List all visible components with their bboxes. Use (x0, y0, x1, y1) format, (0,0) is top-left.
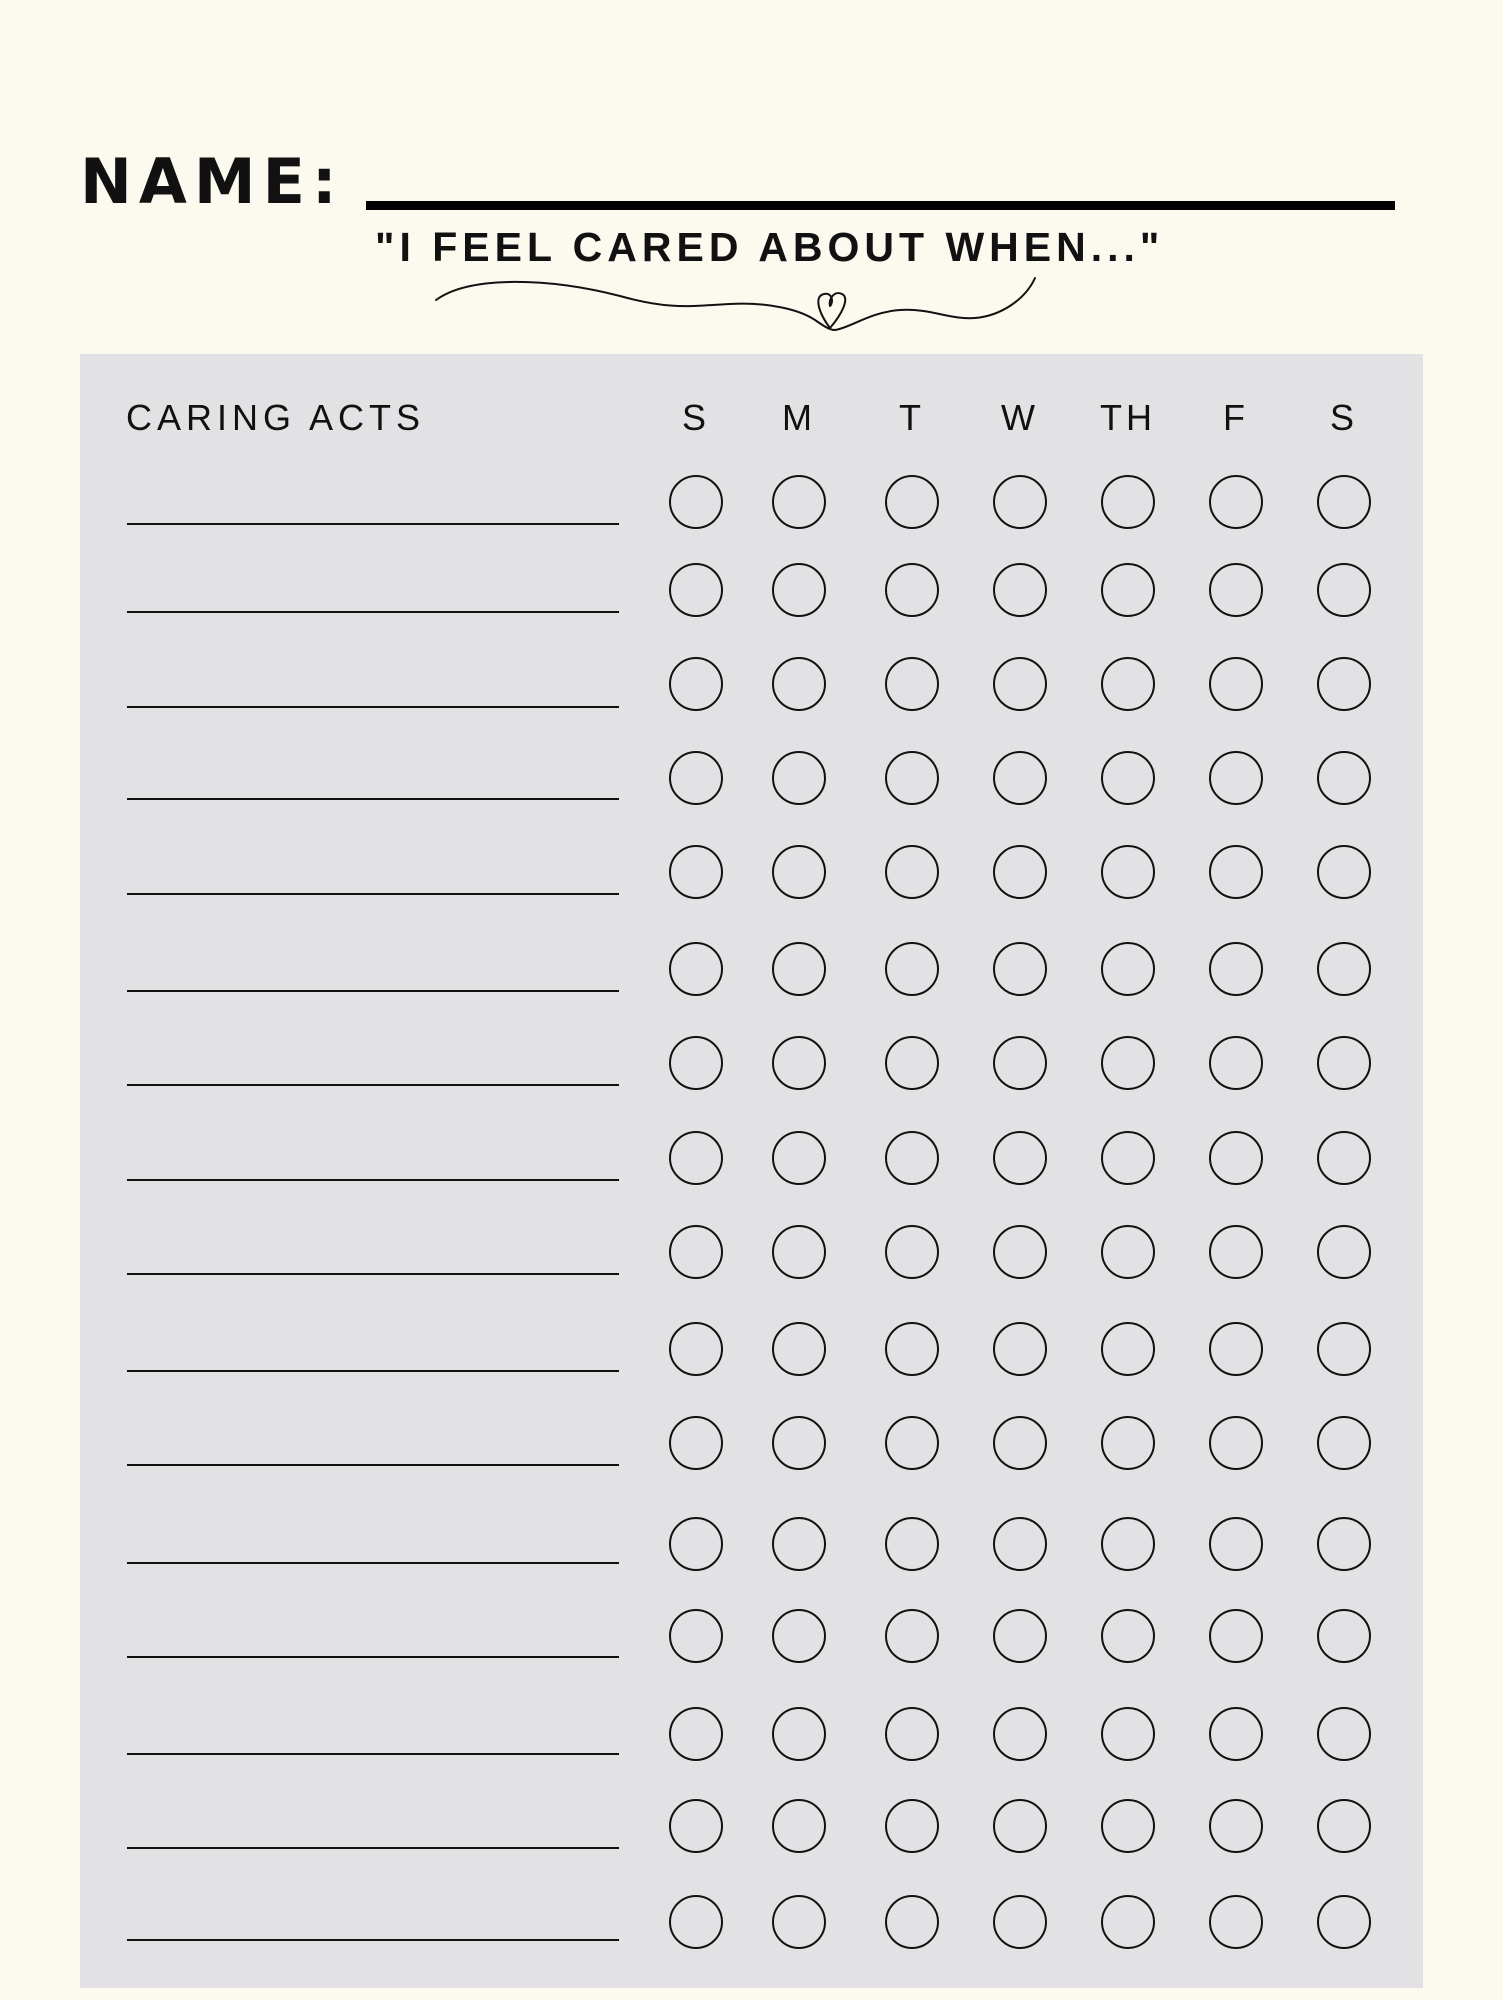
day-header-7: S (1329, 397, 1358, 438)
day-checkbox-r5-c2[interactable] (772, 845, 826, 899)
day-checkbox-r8-c2[interactable] (772, 1131, 826, 1185)
day-checkbox-r7-c4[interactable] (993, 1036, 1047, 1090)
day-checkbox-r9-c6[interactable] (1209, 1225, 1263, 1279)
day-checkbox-r1-c1[interactable] (669, 475, 723, 529)
day-header-5: TH (1100, 397, 1156, 438)
day-checkbox-r5-c3[interactable] (885, 845, 939, 899)
day-checkbox-r2-c2[interactable] (772, 563, 826, 617)
caring-act-line-9[interactable] (127, 1273, 619, 1275)
day-checkbox-r7-c1[interactable] (669, 1036, 723, 1090)
day-checkbox-r8-c4[interactable] (993, 1131, 1047, 1185)
day-checkbox-r10-c1[interactable] (669, 1322, 723, 1376)
day-checkbox-r12-c6[interactable] (1209, 1517, 1263, 1571)
day-checkbox-r1-c3[interactable] (885, 475, 939, 529)
caring-act-line-1[interactable] (127, 523, 619, 525)
day-checkbox-r2-c1[interactable] (669, 563, 723, 617)
day-checkbox-r11-c2[interactable] (772, 1416, 826, 1470)
day-checkbox-r13-c2[interactable] (772, 1609, 826, 1663)
name-label: NAME: (80, 145, 344, 218)
day-checkbox-r10-c6[interactable] (1209, 1322, 1263, 1376)
day-checkbox-r12-c1[interactable] (669, 1517, 723, 1571)
day-checkbox-r7-c6[interactable] (1209, 1036, 1263, 1090)
day-checkbox-r6-c6[interactable] (1209, 942, 1263, 996)
day-checkbox-r1-c2[interactable] (772, 475, 826, 529)
day-checkbox-r2-c6[interactable] (1209, 563, 1263, 617)
day-checkbox-r14-c2[interactable] (772, 1707, 826, 1761)
caring-act-line-4[interactable] (127, 798, 619, 800)
day-checkbox-r2-c7[interactable] (1317, 563, 1371, 617)
day-checkbox-r9-c7[interactable] (1317, 1225, 1371, 1279)
day-checkbox-r3-c4[interactable] (993, 657, 1047, 711)
day-checkbox-r11-c1[interactable] (669, 1416, 723, 1470)
day-checkbox-r8-c1[interactable] (669, 1131, 723, 1185)
day-checkbox-r3-c5[interactable] (1101, 657, 1155, 711)
day-header-2: M (782, 397, 816, 438)
day-checkbox-r5-c4[interactable] (993, 845, 1047, 899)
day-checkbox-r16-c7[interactable] (1317, 1895, 1371, 1949)
day-checkbox-r14-c7[interactable] (1317, 1707, 1371, 1761)
caring-act-line-12[interactable] (127, 1562, 619, 1564)
day-checkbox-r13-c6[interactable] (1209, 1609, 1263, 1663)
caring-act-line-8[interactable] (127, 1179, 619, 1181)
caring-act-line-10[interactable] (127, 1370, 619, 1372)
day-checkbox-r4-c1[interactable] (669, 751, 723, 805)
day-checkbox-r5-c7[interactable] (1317, 845, 1371, 899)
day-checkbox-r3-c3[interactable] (885, 657, 939, 711)
day-checkbox-r16-c6[interactable] (1209, 1895, 1263, 1949)
day-checkbox-r14-c1[interactable] (669, 1707, 723, 1761)
day-checkbox-r14-c6[interactable] (1209, 1707, 1263, 1761)
day-checkbox-r16-c3[interactable] (885, 1895, 939, 1949)
day-checkbox-r11-c7[interactable] (1317, 1416, 1371, 1470)
day-header-3: T (899, 397, 925, 438)
day-header-4: W (1001, 397, 1039, 438)
day-checkbox-r12-c3[interactable] (885, 1517, 939, 1571)
day-checkbox-r2-c3[interactable] (885, 563, 939, 617)
day-checkbox-r11-c3[interactable] (885, 1416, 939, 1470)
subtitle: "I FEEL CARED ABOUT WHEN..." (375, 224, 1165, 270)
day-checkbox-r1-c5[interactable] (1101, 475, 1155, 529)
day-checkbox-r12-c2[interactable] (772, 1517, 826, 1571)
day-checkbox-r10-c7[interactable] (1317, 1322, 1371, 1376)
caring-act-line-3[interactable] (127, 706, 619, 708)
day-checkbox-r3-c2[interactable] (772, 657, 826, 711)
day-checkbox-r14-c3[interactable] (885, 1707, 939, 1761)
day-checkbox-r10-c4[interactable] (993, 1322, 1047, 1376)
day-header-1: S (681, 397, 710, 438)
day-checkbox-r5-c5[interactable] (1101, 845, 1155, 899)
day-checkbox-r3-c1[interactable] (669, 657, 723, 711)
day-checkbox-r8-c7[interactable] (1317, 1131, 1371, 1185)
day-checkbox-r9-c3[interactable] (885, 1225, 939, 1279)
day-checkbox-r12-c7[interactable] (1317, 1517, 1371, 1571)
day-checkbox-r2-c5[interactable] (1101, 563, 1155, 617)
day-checkbox-r3-c7[interactable] (1317, 657, 1371, 711)
day-checkbox-r7-c7[interactable] (1317, 1036, 1371, 1090)
day-checkbox-r15-c6[interactable] (1209, 1799, 1263, 1853)
day-checkbox-r11-c6[interactable] (1209, 1416, 1263, 1470)
day-checkbox-r16-c5[interactable] (1101, 1895, 1155, 1949)
day-checkbox-r4-c2[interactable] (772, 751, 826, 805)
day-checkbox-r7-c5[interactable] (1101, 1036, 1155, 1090)
day-checkbox-r13-c3[interactable] (885, 1609, 939, 1663)
day-checkbox-r11-c5[interactable] (1101, 1416, 1155, 1470)
day-checkbox-r4-c4[interactable] (993, 751, 1047, 805)
day-checkbox-r1-c4[interactable] (993, 475, 1047, 529)
day-checkbox-r6-c1[interactable] (669, 942, 723, 996)
day-header-6: F (1223, 397, 1249, 438)
day-checkbox-r6-c3[interactable] (885, 942, 939, 996)
caring-act-line-7[interactable] (127, 1084, 619, 1086)
day-checkbox-r16-c1[interactable] (669, 1895, 723, 1949)
day-checkbox-r8-c6[interactable] (1209, 1131, 1263, 1185)
day-checkbox-r7-c3[interactable] (885, 1036, 939, 1090)
day-checkbox-r15-c7[interactable] (1317, 1799, 1371, 1853)
day-checkbox-r4-c7[interactable] (1317, 751, 1371, 805)
day-checkbox-r15-c5[interactable] (1101, 1799, 1155, 1853)
day-checkbox-r13-c7[interactable] (1317, 1609, 1371, 1663)
day-checkbox-r12-c4[interactable] (993, 1517, 1047, 1571)
name-write-line[interactable] (366, 201, 1395, 210)
caring-act-line-13[interactable] (127, 1656, 619, 1658)
day-checkbox-r14-c5[interactable] (1101, 1707, 1155, 1761)
day-checkbox-r8-c5[interactable] (1101, 1131, 1155, 1185)
day-checkbox-r3-c6[interactable] (1209, 657, 1263, 711)
day-checkbox-r11-c4[interactable] (993, 1416, 1047, 1470)
day-checkbox-r13-c4[interactable] (993, 1609, 1047, 1663)
day-checkbox-r2-c4[interactable] (993, 563, 1047, 617)
day-checkbox-r14-c4[interactable] (993, 1707, 1047, 1761)
day-checkbox-r6-c7[interactable] (1317, 942, 1371, 996)
day-checkbox-r15-c3[interactable] (885, 1799, 939, 1853)
day-checkbox-r6-c4[interactable] (993, 942, 1047, 996)
caring-act-line-16[interactable] (127, 1939, 619, 1941)
day-checkbox-r6-c2[interactable] (772, 942, 826, 996)
day-checkbox-r4-c5[interactable] (1101, 751, 1155, 805)
day-checkbox-r4-c6[interactable] (1209, 751, 1263, 805)
caring-act-line-5[interactable] (127, 893, 619, 895)
caring-acts-header: CARING ACTS (126, 397, 426, 438)
day-checkbox-r10-c5[interactable] (1101, 1322, 1155, 1376)
day-checkbox-r16-c2[interactable] (772, 1895, 826, 1949)
day-checkbox-r9-c5[interactable] (1101, 1225, 1155, 1279)
caring-act-line-15[interactable] (127, 1847, 619, 1849)
day-checkbox-r5-c6[interactable] (1209, 845, 1263, 899)
day-checkbox-r4-c3[interactable] (885, 751, 939, 805)
day-checkbox-r16-c4[interactable] (993, 1895, 1047, 1949)
caring-act-line-2[interactable] (127, 611, 619, 613)
day-checkbox-r9-c1[interactable] (669, 1225, 723, 1279)
day-checkbox-r6-c5[interactable] (1101, 942, 1155, 996)
day-checkbox-r10-c2[interactable] (772, 1322, 826, 1376)
caring-act-line-11[interactable] (127, 1464, 619, 1466)
day-checkbox-r13-c5[interactable] (1101, 1609, 1155, 1663)
day-checkbox-r7-c2[interactable] (772, 1036, 826, 1090)
day-checkbox-r15-c1[interactable] (669, 1799, 723, 1853)
caring-act-line-6[interactable] (127, 990, 619, 992)
caring-act-line-14[interactable] (127, 1753, 619, 1755)
day-checkbox-r9-c2[interactable] (772, 1225, 826, 1279)
day-checkbox-r1-c6[interactable] (1209, 475, 1263, 529)
day-checkbox-r5-c1[interactable] (669, 845, 723, 899)
day-checkbox-r15-c4[interactable] (993, 1799, 1047, 1853)
day-checkbox-r9-c4[interactable] (993, 1225, 1047, 1279)
day-checkbox-r15-c2[interactable] (772, 1799, 826, 1853)
day-checkbox-r13-c1[interactable] (669, 1609, 723, 1663)
day-checkbox-r12-c5[interactable] (1101, 1517, 1155, 1571)
day-checkbox-r1-c7[interactable] (1317, 475, 1371, 529)
heart-squiggle-icon (430, 270, 1050, 340)
day-checkbox-r8-c3[interactable] (885, 1131, 939, 1185)
day-checkbox-r10-c3[interactable] (885, 1322, 939, 1376)
